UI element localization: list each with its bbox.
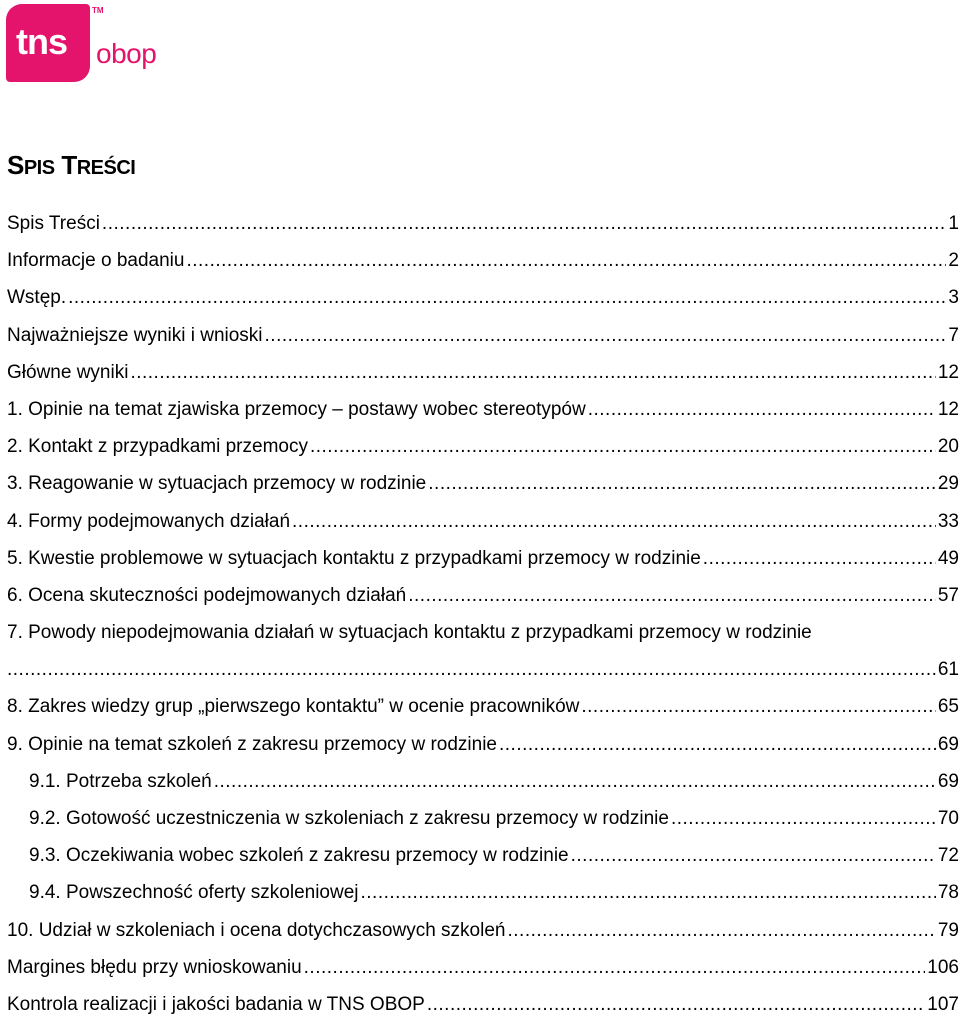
toc-leader xyxy=(499,734,936,756)
logo-trademark: TM xyxy=(92,6,104,15)
toc-entry[interactable] xyxy=(7,473,959,510)
toc-leader xyxy=(507,920,935,942)
toc-title: SPIS TREŚCI xyxy=(7,150,136,180)
toc-entry-label: 9.3. Oczekiwania wobec szkoleń z zakresu przemocy w rodzinie xyxy=(29,845,569,867)
toc-entry-page: 65 xyxy=(937,696,959,718)
toc-leader xyxy=(571,845,936,867)
toc-leader xyxy=(428,473,936,495)
toc-leader xyxy=(130,362,935,384)
toc-leader xyxy=(588,399,936,421)
toc-entry-label: 6. Ocena skuteczności podejmowanych działań xyxy=(7,584,407,606)
toc-entry[interactable] xyxy=(7,250,959,287)
toc-leader xyxy=(214,771,936,793)
toc-entry[interactable] xyxy=(7,287,959,324)
toc-entry-page: 2 xyxy=(948,250,959,272)
toc-entry-label: Wstęp. xyxy=(7,287,67,309)
toc-entry-page: 49 xyxy=(937,547,959,569)
toc-entry[interactable] xyxy=(7,213,959,250)
toc-entry-page: 57 xyxy=(937,584,959,606)
toc-entry-label: Informacje o badaniu xyxy=(7,250,185,272)
toc-leader xyxy=(408,585,936,607)
toc-leader xyxy=(427,994,925,1016)
toc-leader xyxy=(671,808,936,830)
toc-entry-page: 33 xyxy=(937,510,959,532)
toc-entry[interactable] xyxy=(7,771,959,808)
toc-entry[interactable] xyxy=(7,808,959,845)
toc-entry[interactable] xyxy=(7,734,959,771)
toc-entry-page: 20 xyxy=(937,436,959,458)
toc-entry-page: 12 xyxy=(937,361,959,383)
toc-entry[interactable] xyxy=(7,696,959,733)
toc-entry-page: 12 xyxy=(937,398,959,420)
toc-entry-label: 4. Formy podejmowanych działań xyxy=(7,510,291,532)
toc-leader xyxy=(102,213,947,235)
toc-entry-page: 69 xyxy=(937,770,959,792)
toc-leader xyxy=(186,250,946,272)
toc-entry-label: 9.1. Potrzeba szkoleń xyxy=(29,770,212,792)
toc-entry-label: 1. Opinie na temat zjawiska przemocy – postawy wobec stereotypów xyxy=(7,398,586,420)
toc-entry-label: 3. Reagowanie w sytuacjach przemocy w rodzinie xyxy=(7,473,427,495)
toc-leader xyxy=(7,659,936,681)
toc-entry-page: 3 xyxy=(948,287,959,309)
toc-entry-label: Spis Treści xyxy=(7,213,100,234)
logo-sub: obop xyxy=(96,38,157,69)
toc-leader xyxy=(292,511,936,533)
toc-entry-label: 10. Udział w szkoleniach i ocena dotychczasowych szkoleń xyxy=(7,919,506,941)
toc-entry-label: Najważniejsze wyniki i wnioski xyxy=(7,324,263,346)
toc-entry-label: Margines błędu przy wnioskowaniu xyxy=(7,956,302,978)
logo-brand: tns xyxy=(16,21,67,62)
toc-entry[interactable] xyxy=(7,957,959,994)
toc-entry-page: 72 xyxy=(937,845,959,867)
toc-entry-page: 79 xyxy=(937,919,959,941)
toc-entry-label: Kontrola realizacji i jakości badania w TNS OBOP xyxy=(7,993,425,1015)
toc-entry-page: 69 xyxy=(937,733,959,755)
toc-entry[interactable] xyxy=(7,920,959,957)
toc-leader xyxy=(703,548,936,570)
toc-entry-label: 9.4. Powszechność oferty szkoleniowej xyxy=(29,882,359,904)
toc-entry-label: 9. Opinie na temat szkoleń z zakresu przemocy w rodzinie xyxy=(7,733,497,755)
toc-entry[interactable] xyxy=(7,585,959,622)
toc-entry[interactable] xyxy=(7,548,959,585)
table-of-contents xyxy=(7,213,959,1031)
toc-entry[interactable] xyxy=(7,325,959,362)
toc-entry-page: 61 xyxy=(937,659,959,681)
toc-entry[interactable] xyxy=(7,436,959,473)
toc-entry-page: 7 xyxy=(948,324,959,346)
toc-entry-label: 5. Kwestie problemowe w sytuacjach kontaktu z przypadkami przemocy w rodzinie xyxy=(7,547,701,569)
toc-entry[interactable] xyxy=(7,994,959,1031)
toc-leader xyxy=(68,287,946,309)
toc-leader xyxy=(304,957,926,979)
toc-entry-page: 29 xyxy=(937,473,959,495)
toc-entry[interactable] xyxy=(7,845,959,882)
toc-entry[interactable] xyxy=(7,399,959,436)
toc-leader xyxy=(361,882,936,904)
toc-entry-page: 70 xyxy=(937,808,959,829)
toc-entry[interactable] xyxy=(7,511,959,548)
toc-entry-continuation[interactable] xyxy=(7,659,959,696)
toc-entry-label: 8. Zakres wiedzy grup „pierwszego kontaktu” w ocenie pracowników xyxy=(7,696,580,718)
toc-leader xyxy=(265,325,947,347)
toc-leader xyxy=(581,696,935,718)
toc-entry-page: 107 xyxy=(927,993,959,1015)
toc-entry-page: 106 xyxy=(927,956,959,978)
toc-entry-label: 7. Powody niepodejmowania działań w sytuacjach kontaktu z przypadkami przemocy w rodzinie xyxy=(7,622,812,644)
toc-entry[interactable] xyxy=(7,622,959,659)
toc-entry-label: 2. Kontakt z przypadkami przemocy xyxy=(7,436,308,458)
toc-entry-page: 78 xyxy=(937,882,959,904)
toc-entry[interactable] xyxy=(7,882,959,919)
toc-leader xyxy=(310,436,936,458)
toc-entry-label: Główne wyniki xyxy=(7,361,129,383)
toc-entry-label: 9.2. Gotowość uczestniczenia w szkoleniach z zakresu przemocy w rodzinie xyxy=(29,808,669,829)
toc-entry[interactable] xyxy=(7,362,959,399)
toc-entry-page: 1 xyxy=(948,213,959,234)
tns-obop-logo xyxy=(6,4,156,86)
